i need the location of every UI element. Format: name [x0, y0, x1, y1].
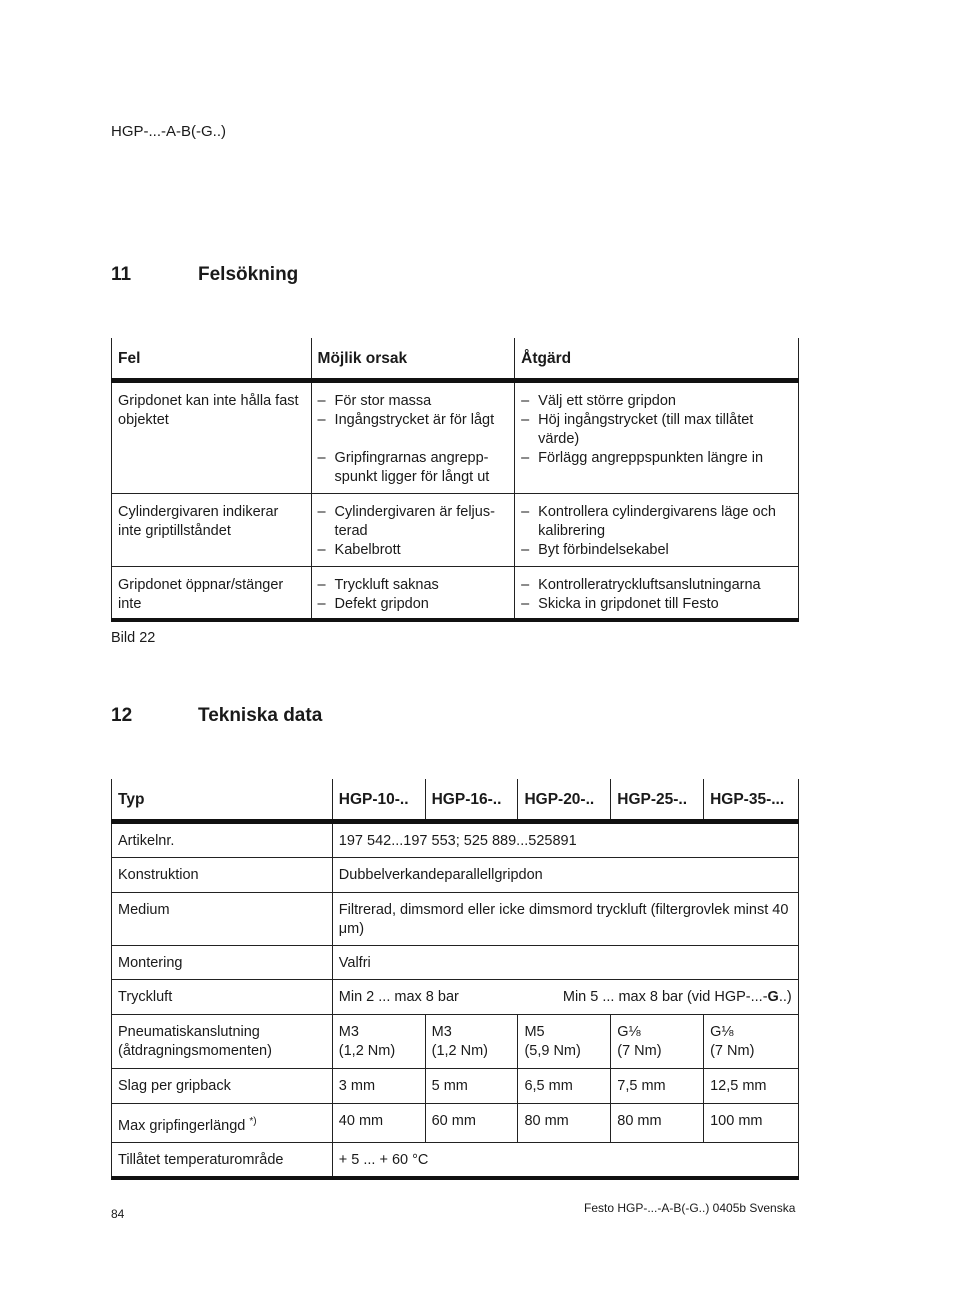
list-item: – Kontrollera cylindergivarens läge och kalibrering — [521, 503, 792, 541]
row-value: 60 mm — [425, 1104, 518, 1143]
figure-caption: Bild 22 — [111, 630, 156, 646]
row-value: + 5 ... + 60 °C — [332, 1142, 798, 1178]
action-cell — [515, 494, 799, 567]
pressure-range-g: Min 5 ... max 8 bar (vid HGP-...-G..) — [562, 989, 792, 1005]
row-value: 7,5 mm — [611, 1069, 704, 1104]
list-item: – För stor massa — [318, 392, 509, 411]
header-typ: Typ — [112, 779, 333, 822]
page-number: 84 — [111, 1207, 125, 1221]
table-row — [112, 1069, 799, 1104]
row-label: Pneumatiskanslutning (åtdragningsmomenten) — [112, 1015, 333, 1069]
technical-data-table — [111, 779, 799, 1180]
list-item: – Byt förbindelsekabel — [521, 541, 792, 560]
row-label: Montering — [112, 946, 333, 980]
row-value: 40 mm — [332, 1104, 425, 1143]
header-hgp-20: HGP-20-.. — [518, 779, 611, 822]
troubleshooting-table — [111, 338, 799, 622]
table-row — [112, 494, 799, 567]
list-item: – Välj ett större gripdon — [521, 392, 792, 411]
cause-cell — [311, 381, 515, 494]
row-label: Konstruktion — [112, 858, 333, 893]
row-value: Dubbelverkandeparallellgripdon — [332, 858, 798, 893]
list-item: – Gripfingrarnas angrepp-spunkt ligger för långt ut — [318, 449, 509, 487]
row-value: M3 (1,2 Nm) — [425, 1015, 518, 1069]
table-header-row — [112, 338, 799, 381]
table-row — [112, 1015, 799, 1069]
footnote-marker: *) — [249, 1116, 257, 1127]
footer-document-info: Festo HGP-...-A-B(-G..) 0405b Svenska — [584, 1201, 796, 1215]
header-action: Åtgärd — [515, 338, 799, 381]
row-value: G⅛ (7 Nm) — [704, 1015, 799, 1069]
table-row — [112, 822, 799, 858]
header-hgp-10: HGP-10-.. — [332, 779, 425, 822]
header-cause: Möjlik orsak — [311, 338, 515, 381]
row-value: 6,5 mm — [518, 1069, 611, 1104]
list-item: – Tryckluft saknas — [318, 576, 509, 595]
fault-cell: Gripdonet kan inte hålla fast objektet — [112, 381, 312, 494]
row-label: Artikelnr. — [112, 822, 333, 858]
cause-cell — [311, 567, 515, 621]
section-11-title: Felsökning — [198, 264, 299, 285]
row-value: 100 mm — [704, 1104, 799, 1143]
table-row — [112, 946, 799, 980]
section-12-number: 12 — [111, 705, 133, 726]
fault-cell: Gripdonet öppnar/stänger inte — [112, 567, 312, 621]
list-item: – Defekt gripdon — [318, 595, 509, 614]
row-label: Tillåtet temperaturområde — [112, 1142, 333, 1178]
action-cell — [515, 381, 799, 494]
row-value: 5 mm — [425, 1069, 518, 1104]
header-hgp-35: HGP-35-... — [704, 779, 799, 822]
row-label: Slag per gripback — [112, 1069, 333, 1104]
table-row — [112, 381, 799, 494]
row-value — [332, 980, 798, 1015]
list-item: – Höj ingångstrycket (till max tillåtet värde) — [521, 411, 792, 449]
table-row — [112, 980, 799, 1015]
list-item: – Kabelbrott — [318, 541, 509, 560]
row-value: Filtrerad, dimsmord eller icke dimsmord tryckluft (filtergrovlek minst 40 μm) — [332, 893, 798, 946]
row-label: Medium — [112, 893, 333, 946]
header-fault: Fel — [112, 338, 312, 381]
list-item: – Kontrolleratryckluftsanslutningarna — [521, 576, 792, 595]
list-item: – Skicka in gripdonet till Festo — [521, 595, 792, 614]
section-11-number: 11 — [111, 264, 132, 285]
row-value: Valfri — [332, 946, 798, 980]
header-hgp-25: HGP-25-.. — [611, 779, 704, 822]
section-12-title: Tekniska data — [198, 705, 323, 726]
header-hgp-16: HGP-16-.. — [425, 779, 518, 822]
row-value: M5 (5,9 Nm) — [518, 1015, 611, 1069]
row-label: Tryckluft — [112, 980, 333, 1015]
table-row — [112, 1142, 799, 1178]
row-value: 80 mm — [611, 1104, 704, 1143]
pressure-range-standard: Min 2 ... max 8 bar — [338, 989, 459, 1005]
row-value: 12,5 mm — [704, 1069, 799, 1104]
table-row — [112, 858, 799, 893]
table-row — [112, 567, 799, 621]
row-value: 3 mm — [332, 1069, 425, 1104]
table-row — [112, 1104, 799, 1143]
document-header: HGP-...-A-B(-G..) — [111, 123, 226, 140]
list-item: – Förlägg angreppspunkten längre in — [521, 449, 792, 468]
list-item: – Ingångstrycket är för lågt — [318, 411, 509, 430]
row-label: Max gripfingerlängd *) — [112, 1104, 333, 1143]
action-cell — [515, 567, 799, 621]
list-item: – Cylindergivaren är feljus-terad — [318, 503, 509, 541]
table-row — [112, 893, 799, 946]
fault-cell: Cylindergivaren indikerar inte griptillståndet — [112, 494, 312, 567]
row-value: G⅛ (7 Nm) — [611, 1015, 704, 1069]
row-value: M3 (1,2 Nm) — [332, 1015, 425, 1069]
cause-cell — [311, 494, 515, 567]
table-header-row — [112, 779, 799, 822]
row-value: 197 542...197 553; 525 889...525891 — [332, 822, 798, 858]
row-value: 80 mm — [518, 1104, 611, 1143]
